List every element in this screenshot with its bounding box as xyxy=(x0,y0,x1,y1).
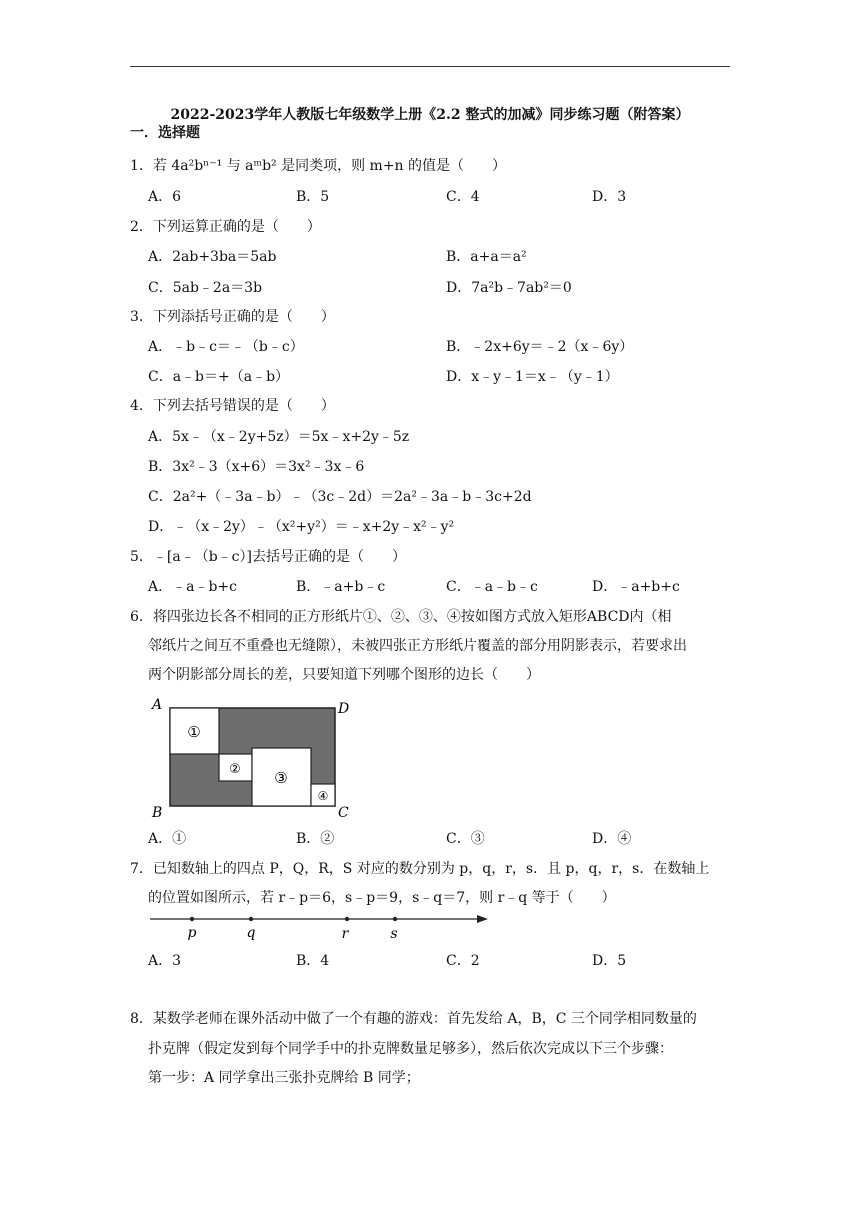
question-7-option-d: D．5 xyxy=(592,953,627,969)
question-5-option-a: A．﹣a﹣b+c xyxy=(148,579,237,595)
question-5-option-c: C．﹣a﹣b﹣c xyxy=(446,579,538,595)
question-7-stem-line-1: 7．已知数轴上的四点 P，Q，R，S 对应的数分别为 p，q，r，s．且 p，q，r，s．在数轴上 xyxy=(130,861,710,877)
question-7-stem-line-2: 的位置如图所示，若 r﹣p＝6，s﹣p＝9，s﹣q＝7，则 r﹣q 等于（ ） xyxy=(148,890,616,906)
header-rule xyxy=(130,66,730,67)
question-6-option-a: A．① xyxy=(148,831,187,847)
question-2-option-d: D．7a²b﹣7ab²＝0 xyxy=(446,280,572,296)
question-1-option-b: B．5 xyxy=(296,189,330,205)
question-3-option-d: D．x﹣y﹣1＝x﹣（y﹣1） xyxy=(446,369,619,385)
question-4-stem: 4．下列去括号错误的是（ ） xyxy=(130,398,335,414)
number-line-arrow-icon xyxy=(477,915,488,923)
question-4-option-c: C．2a²+（﹣3a﹣b）﹣（3c﹣2d）＝2a²﹣3a﹣b﹣3c+2d xyxy=(148,489,532,505)
number-line-figure xyxy=(148,910,493,944)
section-heading: 一．选择题 xyxy=(130,125,200,141)
question-1-option-a: A．6 xyxy=(148,189,182,205)
question-3-stem: 3．下列添括号正确的是（ ） xyxy=(130,309,335,325)
square-3-label: ③ xyxy=(274,769,288,787)
question-1-stem: 1．若 4a²bⁿ⁻¹ 与 aᵐb² 是同类项，则 m+n 的值是（ ） xyxy=(130,158,507,174)
question-4-option-d: D．﹣（x﹣2y）﹣（x²+y²）＝﹣x+2y﹣x²﹣y² xyxy=(148,519,455,535)
question-6-option-d: D．④ xyxy=(592,831,632,847)
corner-a-label: A xyxy=(152,697,163,713)
question-1-option-d: D．3 xyxy=(592,189,627,205)
point-p xyxy=(190,917,194,921)
point-r xyxy=(345,917,349,921)
question-8-stem-line-3: 第一步：A 同学拿出三张扑克牌给 B 同学； xyxy=(148,1070,420,1086)
question-6-option-c: C．③ xyxy=(446,831,485,847)
document-title: 2022-2023学年人教版七年级数学上册《2.2 整式的加减》同步练习题（附答案） xyxy=(170,107,690,123)
question-7-option-a: A．3 xyxy=(148,953,182,969)
question-4-option-a: A．5x﹣（x﹣2y+5z）＝5x﹣x+2y﹣5z xyxy=(148,429,410,445)
question-2-option-a: A．2ab+3ba＝5ab xyxy=(148,249,277,265)
question-6-stem-line-3: 两个阴影部分周长的差，只要知道下列哪个图形的边长（ ） xyxy=(148,667,540,683)
question-5-stem: 5．﹣[a﹣（b﹣c）]去括号正确的是（ ） xyxy=(130,549,406,565)
question-3-option-b: B．﹣2x+6y＝﹣2（x﹣6y） xyxy=(446,339,634,355)
question-5-option-b: B．﹣a+b﹣c xyxy=(296,579,386,595)
square-4-label: ④ xyxy=(317,789,329,803)
corner-d-label: D xyxy=(338,701,350,717)
question-2-stem: 2．下列运算正确的是（ ） xyxy=(130,219,321,235)
square-2-label: ② xyxy=(229,762,241,777)
question-1-option-c: C．4 xyxy=(446,189,480,205)
question-8-stem-line-2: 扑克牌（假定发到每个同学手中的扑克牌数量足够多），然后依次完成以下三个步骤： xyxy=(148,1041,673,1057)
square-1-label: ① xyxy=(187,723,201,741)
corner-c-label: C xyxy=(338,805,349,820)
question-5-option-d: D．﹣a+b+c xyxy=(592,579,680,595)
point-s-label: s xyxy=(390,926,398,942)
question-7-option-b: B．4 xyxy=(296,953,330,969)
question-3-option-a: A．﹣b﹣c＝﹣（b﹣c） xyxy=(148,339,304,355)
point-s xyxy=(393,917,397,921)
question-6-stem-line-1: 6．将四张边长各不相同的正方形纸片①、②、③、④按如图方式放入矩形ABCD内（相 xyxy=(130,609,672,625)
question-8-stem-line-1: 8．某数学老师在课外活动中做了一个有趣的游戏：首先发给 A，B，C 三个同学相同数量的 xyxy=(130,1011,697,1027)
point-q xyxy=(249,917,253,921)
question-6-option-b: B．② xyxy=(296,831,335,847)
point-q-label: q xyxy=(246,925,256,941)
question-7-option-c: C．2 xyxy=(446,953,480,969)
point-r-label: r xyxy=(341,926,349,942)
question-4-option-b: B．3x²﹣3（x+6）＝3x²﹣3x﹣6 xyxy=(148,459,365,475)
question-3-option-c: C．a﹣b＝+（a﹣b） xyxy=(148,369,290,385)
question-2-option-b: B．a+a＝a² xyxy=(446,249,527,265)
question-6-stem-line-2: 邻纸片之间互不重叠也无缝隙），未被四张正方形纸片覆盖的部分用阴影表示，若要求出 xyxy=(148,638,687,654)
rectangle-squares-figure xyxy=(150,696,365,820)
corner-b-label: B xyxy=(152,805,163,820)
point-p-label: p xyxy=(187,925,197,941)
question-2-option-c: C．5ab﹣2a＝3b xyxy=(148,280,263,296)
